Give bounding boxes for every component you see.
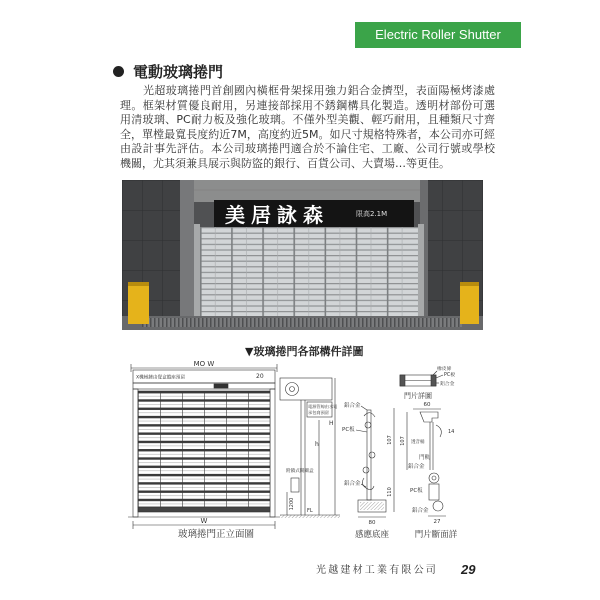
leader-line: [361, 406, 367, 410]
front-elevation: [128, 360, 280, 540]
roller-axle: [290, 387, 295, 392]
label-rail: 門軌: [419, 455, 431, 461]
shutter-slats: [138, 391, 270, 507]
opening-height-label: h: [315, 441, 319, 448]
hinge-body: [429, 484, 439, 500]
sensor-base-caption: 感應底座: [354, 530, 390, 540]
switch-box: [291, 478, 299, 492]
conduit-note-line-1: 電源管線由水電: [308, 404, 338, 409]
upper-height-label: 107: [387, 435, 393, 445]
housing-bracket: [214, 384, 228, 388]
left-bollard: [128, 282, 149, 324]
panel-section-caption: 門片斷面詳: [414, 530, 458, 540]
section-title: 電動玻璃捲門: [133, 63, 224, 81]
panel-detail-caption: 門片詳圖: [404, 392, 432, 400]
panel-detail: [400, 365, 455, 400]
floor-grating: [142, 318, 462, 327]
bottom-rail: [138, 507, 270, 512]
ground-hatch: [280, 515, 340, 518]
label-rubber: 橡皮條: [437, 367, 452, 372]
intro-line: 理。框架材質優良耐用，另連接部採用不銹鋼構具化製造。透明材部份可選: [120, 98, 495, 112]
intro-paragraph: [120, 84, 495, 171]
header-banner: Electric Roller Shutter: [355, 22, 521, 48]
hinge-pin: [432, 476, 436, 480]
link-pin: [363, 467, 369, 473]
label-aluminium-top: 鋁合金: [344, 403, 361, 409]
page-number: 29: [461, 562, 476, 577]
sensor-base-hatch: [360, 502, 384, 510]
left-shutter-post: [194, 224, 200, 318]
rubber-strip: [431, 375, 436, 386]
rail-profile: [420, 412, 438, 422]
right-bollard: [460, 282, 479, 324]
label-pc: PC板: [410, 488, 423, 494]
link-pin: [365, 422, 371, 428]
link-hook: [364, 413, 375, 417]
drawings-caption: ▼玻璃捲門各部構件詳圖: [245, 345, 364, 358]
roller-drum: [286, 383, 299, 396]
bottom-width-label: 27: [433, 519, 441, 525]
link-pin: [369, 452, 375, 458]
right-guide-rail: [270, 389, 275, 517]
label-aluminium-upper: 鋁合金: [408, 464, 425, 470]
housing-bottom: [133, 383, 275, 389]
bottom-sensor-section: [342, 401, 394, 540]
ceiling-stone: [177, 180, 427, 202]
label-aluminium: 鋁合金: [440, 382, 455, 387]
leader-line: [356, 430, 367, 432]
top-width-label: 60: [423, 402, 431, 408]
link-hook: [362, 478, 374, 490]
floor-level-label: FL: [307, 508, 313, 514]
label-aluminium-bottom: 鋁合金: [344, 481, 361, 487]
right-shutter-post: [418, 224, 424, 318]
left-bollard-top: [128, 282, 149, 286]
housing-note: X機械鏈由覺盒縱座預留: [136, 375, 186, 381]
lower-height-label: 110: [387, 487, 393, 497]
storefront-photo: [122, 180, 483, 330]
top-dimension-label: MO W: [193, 360, 215, 368]
hinge-knuckle: [433, 501, 443, 511]
front-elevation-caption: 玻璃捲門正立面圖: [178, 529, 255, 540]
section-height-label: 107: [400, 436, 406, 446]
switch-box-label: 附鎖式開關盒: [286, 469, 314, 474]
bottom-dimension-label: W: [200, 517, 208, 525]
sign-text: 美居詠森: [225, 203, 329, 227]
intro-line: 用清玻璃、PC耐力板及強化玻璃。不僅外型美觀、輕巧耐用，且種類尺寸齊: [120, 113, 495, 126]
footer-company: 光越建材工業有限公司: [316, 565, 438, 576]
leader-line: [361, 484, 366, 487]
panel-section: [400, 402, 458, 540]
leader-line: [436, 375, 443, 378]
base-width-label: 80: [368, 520, 376, 526]
intro-line: 由設計事先評估。本公司玻璃捲門適合於不論住宅、工廠、公司行號或學校: [120, 142, 495, 155]
label-pc: PC板: [444, 373, 456, 378]
filled-circle-icon: [113, 66, 124, 77]
left-pillar-strip: [180, 180, 194, 318]
side-section: [280, 378, 340, 518]
housing-side: [280, 378, 332, 400]
glass-roller-shutter: [200, 227, 418, 316]
right-bollard-top: [460, 282, 479, 286]
side-width-label: 14: [448, 429, 455, 435]
overall-height-label: H: [329, 420, 334, 427]
conduit-note-line-2: 承包商預留: [308, 410, 329, 415]
left-guide-rail: [133, 389, 138, 517]
label-pc: PC板: [342, 427, 355, 433]
intro-line: 光超玻璃捲門首創國內橫框骨架採用強力鋁合金擠型，表面陽極烤漆處: [143, 84, 495, 97]
intro-line: 全，單樘最寬長度約近7M，高度約近5M。如尺寸規格特殊者，本公司亦可經: [120, 127, 495, 141]
rubber-strip: [400, 375, 405, 386]
switch-height-label: 1200: [289, 497, 295, 511]
label-aluminium-lower: 鋁合金: [412, 508, 429, 514]
height-limit-text: 限高2.1M: [356, 210, 388, 218]
component-detail-drawings: [125, 358, 465, 543]
label-tube: 透音桶: [411, 440, 425, 445]
intro-line: 機關，尤其須兼具展示與防盜的銀行、百貨公司、大賣場…等更佳。: [120, 156, 450, 170]
housing-dimension: 20: [256, 373, 264, 380]
hinge-knuckle: [429, 473, 439, 483]
rail-hook: [436, 425, 441, 437]
